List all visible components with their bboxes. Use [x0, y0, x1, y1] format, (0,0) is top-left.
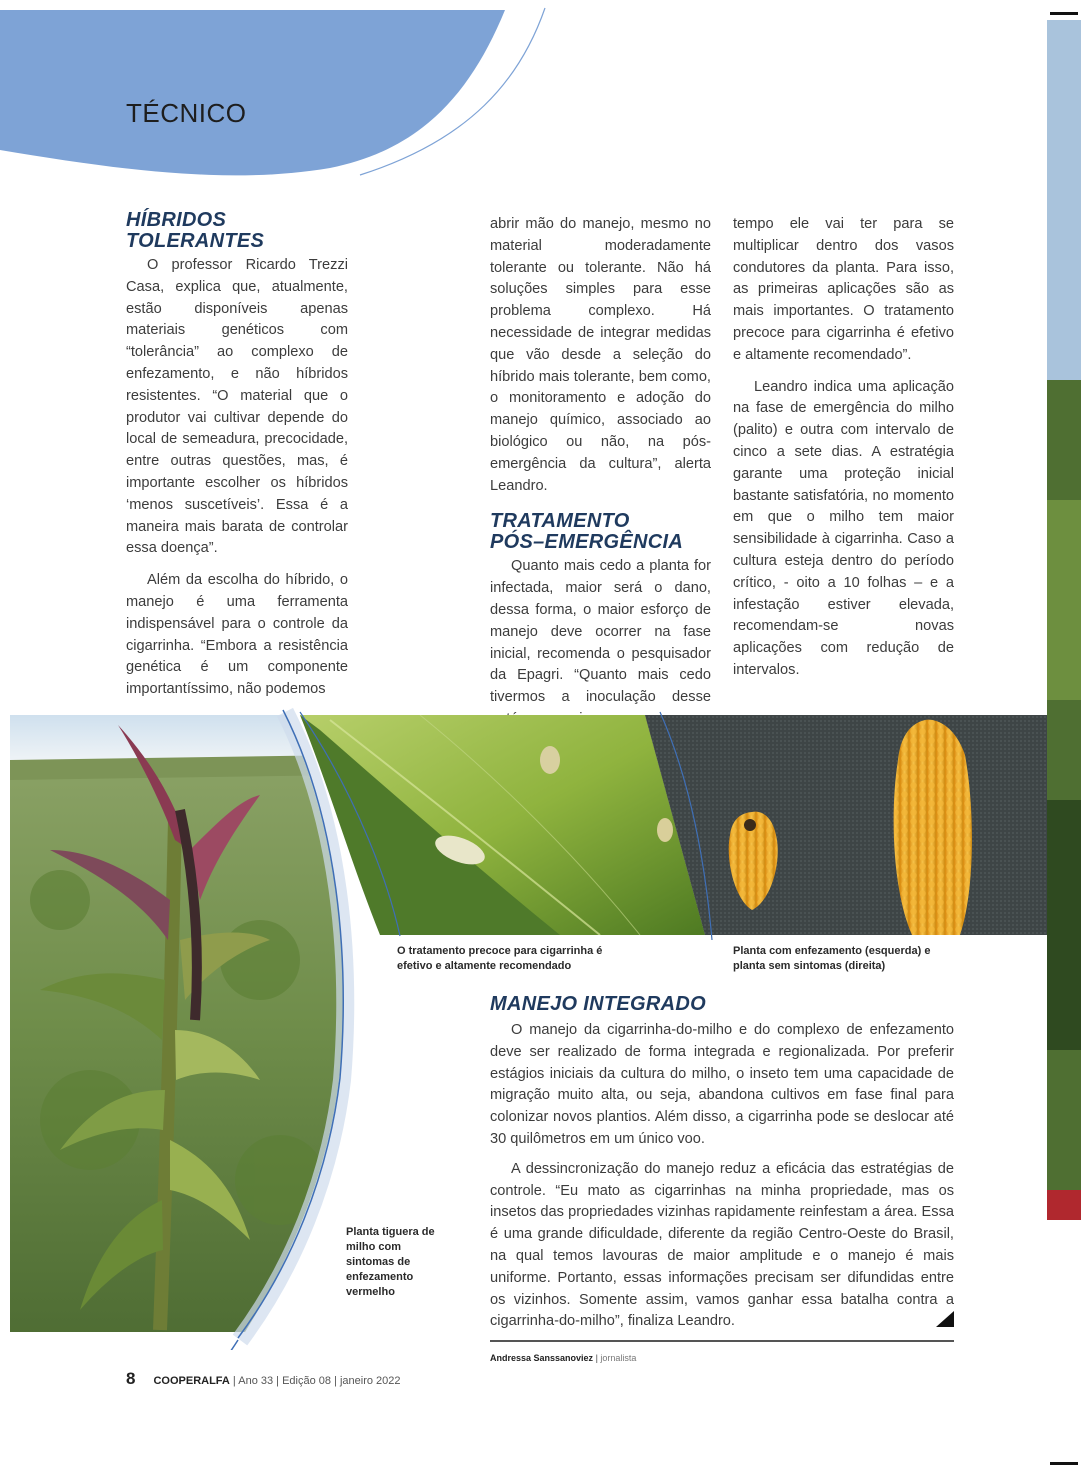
caption-leaf: O tratamento precoce para cigarrinha é efetivo e altamente recomendado [397, 945, 603, 972]
page-number: 8 [126, 1369, 136, 1388]
paragraph: A dessincronização do manejo reduz a eficácia das estratégias de controle. “Eu mato as cigarrinhas na minha propriedade, mas os insetos das propriedades vizinhas rapidamente reinfestam a área. Essa é uma grande dificuldade, diferente da região Centro-Oeste do Brasil, na qual temos lavouras de maior amplitude e o manejo é mais uniforme. Portanto, essas informações precisam ser difundidas entre os vizinhos. Somente assim, vamos ganhar essa batalha contra a cigarrinha-do-milho”, finaliza Leandro. [490, 1160, 954, 1330]
magazine-brand: COOPERALFA [153, 1375, 230, 1387]
end-of-article-icon [936, 1311, 954, 1327]
heading-line: TRATAMENTO [490, 510, 630, 533]
column-1 [126, 210, 348, 701]
byline: Andressa Sanssanoviez | jornalista [490, 1353, 637, 1363]
leaf-photo [300, 715, 710, 940]
paragraph: Leandro indica uma aplicação na fase de emergência do milho (palito) e outra com intervalo de cinco a sete dias. A estratégia garante uma proteção inicial bastante satisfatória, no momento em que o milho tem maior sensibilidade à cigarrinha. Caso a cultura esteja dentro do período crítico, - oito a 10 folhas – e a infestação estiver elevada, recomendam-se novas aplicações com redução de intervalos. [733, 378, 954, 678]
caption-plant: Planta tiguera de milho com sintomas de enfezamento vermelho [346, 1226, 435, 1298]
heading-manejo-integrado: MANEJO INTEGRADO [490, 993, 706, 1015]
column-3 [733, 214, 954, 682]
heading-line: TOLERANTES [126, 230, 265, 252]
section-manejo-integrado [490, 994, 954, 1333]
heading-line: PÓS–EMERGÊNCIA [490, 531, 684, 554]
column-2 [490, 214, 711, 731]
paragraph: Quanto mais cedo a planta for infectada, maior será o dano, dessa forma, o maior esforço de manejo deve ocorrer na fase inicial, recomenda o pesquisador da Epagri. “Quanto mais cedo tivermos a inoculação desse [490, 558, 711, 706]
paragraph: Além da escolha do híbrido, o manejo é uma ferramenta indispensável para o controle da cigarrinha. “Embora a resistência genética é um componente importantíssimo, não podemos [126, 572, 348, 698]
issue-info: Ano 33 | Edição 08 | janeiro 2022 [238, 1375, 401, 1387]
paragraph: abrir mão do manejo, mesmo no material moderadamente tolerante ou tolerante. Não há soluções simples para esse problema complexo. Há necessidade de integrar medidas que vão desde a seleção do híbrido mais tolerante, bem como, o monitoramento e adoção do manejo químico, associado ao biológico ou não, na pós-emergência da cultura”, alerta Leandro. [490, 216, 711, 494]
corn-photo [640, 715, 1050, 940]
page-footer: 8 COOPERALFA | Ano 33 | Edição 08 | janeiro 2022 [126, 1369, 401, 1388]
adjacent-page-strip [1047, 0, 1081, 1478]
heading-tratamento-pos-emergencia [490, 511, 711, 553]
paragraph: O professor Ricardo Trezzi Casa, explica que, atualmente, estão disponíveis apenas materiais genéticos com “tolerância” ao complexo de enfezamento, e não híbridos resistentes. “O material que o produtor vai cultivar depende do local de semeadura, precocidade, entre outras questões, mas, é importante escolher os híbridos ‘menos suscetíveis’. Essa é a maneira mais barata de controlar essa doença”. [126, 257, 348, 557]
heading-line: HÍBRIDOS [126, 209, 227, 231]
heading-hibridos-tolerantes [126, 210, 348, 252]
paragraph: tempo ele vai ter para se multiplicar dentro dos vasos condutores da planta. Para isso, as primeiras aplicações são as mais importantes. O tratamento precoce para cigarrinha é efetivo e altamente recomendado”. [733, 216, 954, 363]
paragraph: O manejo da cigarrinha-do-milho e do complexo de enfezamento deve ser realizado de forma integrada e regionalizada. Por preferir estágios iniciais da cultura do milho, o inseto tem uma capacidade de migração muito alta, ou seja, abandona cultivos em fase final para colonizar novos plantios. Além disso, a cigarrinha pode se deslocar até 30 quilômetros em um único voo. [490, 1022, 954, 1147]
divider [490, 1340, 954, 1342]
header-banner-shape [0, 0, 560, 200]
author-name: Andressa Sanssanoviez [490, 1353, 594, 1363]
caption-corn: Planta com enfezamento (esquerda) e planta sem sintomas (direita) [733, 945, 931, 972]
author-role: jornalista [600, 1353, 637, 1363]
section-label: TÉCNICO [126, 98, 247, 128]
